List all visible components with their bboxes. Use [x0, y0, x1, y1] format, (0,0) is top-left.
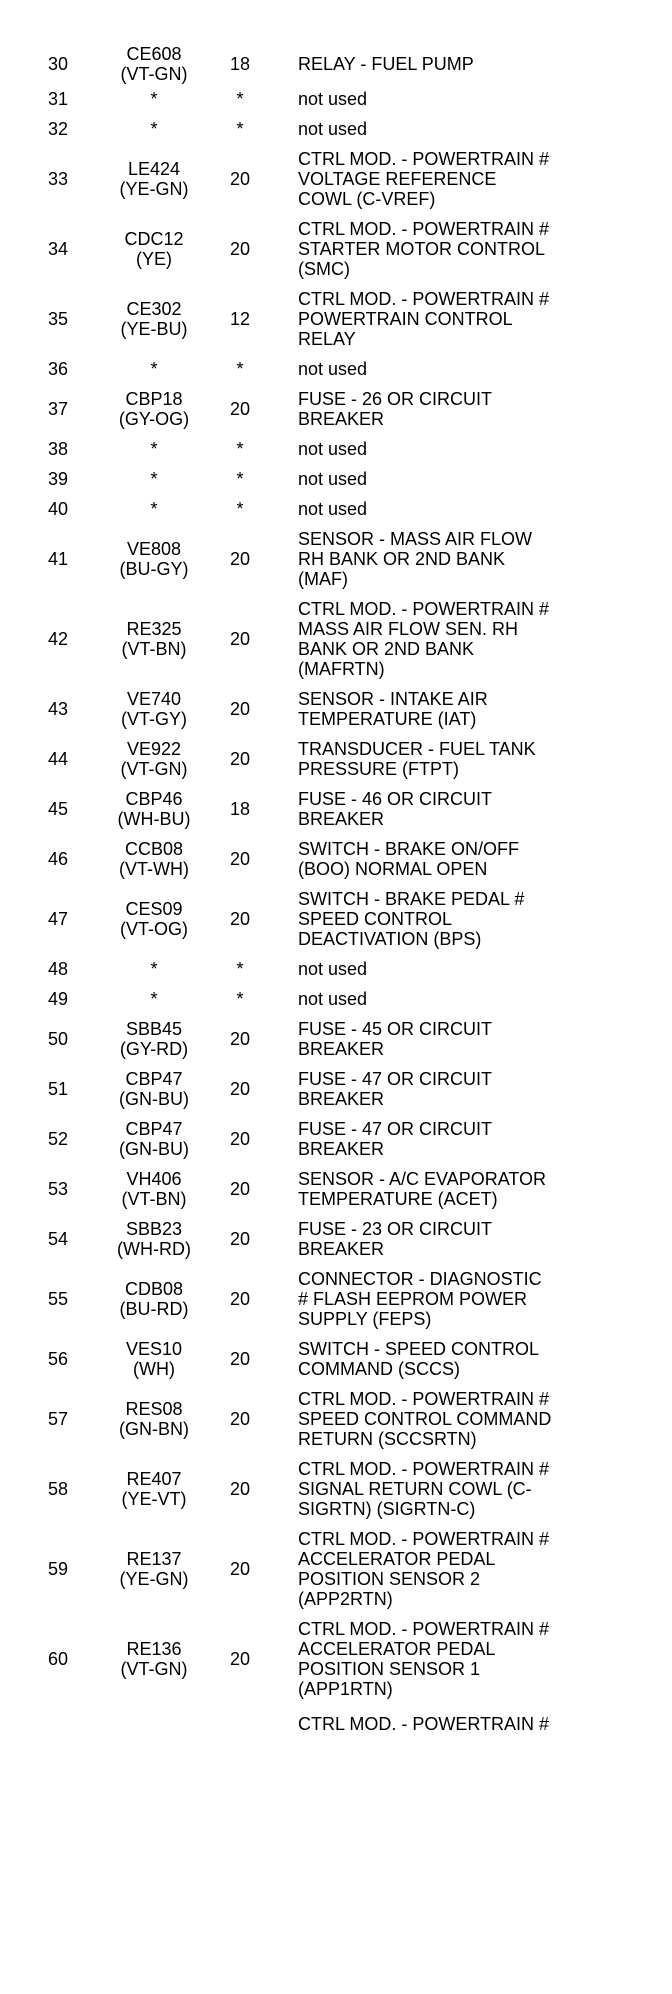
circuit-cell	[98, 1214, 210, 1264]
circuit-cell	[98, 464, 210, 494]
pin-number: 41	[48, 549, 69, 569]
continuation-row	[36, 1704, 636, 1739]
wire-gauge: 20	[229, 1029, 251, 1049]
circuit-function	[270, 1454, 636, 1524]
function-line: (APP2RTN)	[298, 1589, 393, 1609]
function-line: SWITCH - BRAKE PEDAL #	[298, 889, 525, 909]
circuit-id: RE137	[126, 1549, 182, 1569]
pin-number: 34	[48, 239, 69, 259]
pin-row	[36, 434, 636, 464]
circuit-function	[270, 494, 636, 524]
circuit-function	[270, 524, 636, 594]
function-line: FUSE - 47 OR CIRCUIT	[298, 1069, 493, 1089]
pin-number: 44	[48, 749, 69, 769]
circuit-function	[270, 214, 636, 284]
circuit-id: RES08	[125, 1399, 183, 1419]
function-line: DEACTIVATION (BPS)	[298, 929, 482, 949]
circuit-id: VE740	[126, 689, 182, 709]
circuit-function	[270, 1264, 636, 1334]
circuit-function	[270, 1064, 636, 1114]
function-line: CTRL MOD. - POWERTRAIN #	[298, 289, 550, 309]
wire-color: (VT-BN)	[121, 1189, 187, 1209]
circuit-cell	[98, 354, 210, 384]
wire-gauge: 20	[229, 1129, 251, 1149]
pin-row	[36, 684, 636, 734]
wire-gauge: 18	[229, 54, 251, 74]
function-line: RELAY	[298, 329, 356, 349]
function-line: (BOO) NORMAL OPEN	[298, 859, 488, 879]
circuit-function	[270, 1014, 636, 1064]
wire-color: (GY-OG)	[118, 409, 190, 429]
circuit-id: VE922	[126, 739, 182, 759]
wire-color: (VT-GY)	[121, 709, 187, 729]
pin-row	[36, 1214, 636, 1264]
wire-color: (WH-RD)	[117, 1239, 191, 1259]
pin-row	[36, 734, 636, 784]
circuit-id: CDC12	[124, 229, 184, 249]
pinout-table	[36, 44, 636, 1739]
function-line: # FLASH EEPROM POWER	[298, 1289, 528, 1309]
circuit-function	[270, 984, 636, 1014]
circuit-cell	[98, 594, 210, 684]
function-line: COMMAND (SCCS)	[298, 1359, 460, 1379]
function-line: TRANSDUCER - FUEL TANK	[298, 739, 536, 759]
pin-number: 31	[48, 89, 69, 109]
wire-gauge: 20	[229, 549, 251, 569]
circuit-function	[270, 1164, 636, 1214]
function-line: CTRL MOD. - POWERTRAIN #	[298, 219, 550, 239]
circuit-cell	[98, 1164, 210, 1214]
function-line: CTRL MOD. - POWERTRAIN #	[298, 1459, 550, 1479]
function-line: BREAKER	[298, 1089, 385, 1109]
function-line: SPEED CONTROL	[298, 909, 453, 929]
function-line: ACCELERATOR PEDAL	[298, 1549, 496, 1569]
circuit-function	[270, 734, 636, 784]
function-line: BANK OR 2ND BANK	[298, 639, 475, 659]
wire-gauge: 20	[229, 239, 251, 259]
function-line: CTRL MOD. - POWERTRAIN #	[298, 149, 550, 169]
pin-row	[36, 1164, 636, 1214]
circuit-cell	[98, 1454, 210, 1524]
circuit-id: *	[150, 439, 158, 459]
circuit-cell	[98, 44, 210, 84]
circuit-function	[270, 84, 636, 114]
circuit-id: CES09	[125, 899, 183, 919]
circuit-cell	[98, 884, 210, 954]
pin-number: 48	[48, 959, 69, 979]
circuit-id: CE608	[126, 44, 182, 64]
function-line: STARTER MOTOR CONTROL	[298, 239, 546, 259]
function-line: (MAF)	[298, 569, 348, 589]
circuit-cell	[98, 144, 210, 214]
function-line: SENSOR - MASS AIR FLOW	[298, 529, 533, 549]
pin-row	[36, 884, 636, 954]
function-line: not used	[298, 89, 368, 109]
circuit-cell	[98, 1524, 210, 1614]
pin-row	[36, 214, 636, 284]
pin-number: 57	[48, 1409, 69, 1429]
pin-row	[36, 384, 636, 434]
pin-row	[36, 144, 636, 214]
pin-number: 58	[48, 1479, 69, 1499]
circuit-id: *	[150, 119, 158, 139]
circuit-function	[270, 144, 636, 214]
circuit-id: RE407	[126, 1469, 182, 1489]
wire-gauge: 20	[229, 849, 251, 869]
circuit-cell	[98, 1064, 210, 1114]
pin-row	[36, 954, 636, 984]
circuit-cell	[98, 984, 210, 1014]
wire-color: (VT-BN)	[121, 639, 187, 659]
circuit-id: *	[150, 359, 158, 379]
circuit-id: CBP47	[125, 1069, 183, 1089]
wire-color: (VT-GN)	[120, 1659, 188, 1679]
wire-gauge: 20	[229, 169, 251, 189]
circuit-id: CE302	[126, 299, 182, 319]
empty-cell	[210, 1704, 270, 1739]
circuit-id: CBP46	[125, 789, 183, 809]
function-line: FUSE - 46 OR CIRCUIT	[298, 789, 493, 809]
wire-color: (YE-GN)	[119, 1569, 189, 1589]
wire-color: (YE-VT)	[121, 1489, 187, 1509]
function-line: CTRL MOD. - POWERTRAIN #	[298, 599, 550, 619]
wire-color: (VT-WH)	[119, 859, 189, 879]
function-line: not used	[298, 469, 368, 489]
wire-gauge: 20	[229, 749, 251, 769]
circuit-cell	[98, 434, 210, 464]
wire-gauge: 20	[229, 909, 251, 929]
function-line: not used	[298, 359, 368, 379]
function-line: TEMPERATURE (IAT)	[298, 709, 477, 729]
circuit-cell	[98, 1614, 210, 1704]
circuit-cell	[98, 114, 210, 144]
circuit-function	[270, 684, 636, 734]
function-line: SENSOR - A/C EVAPORATOR	[298, 1169, 547, 1189]
circuit-function	[270, 1214, 636, 1264]
function-line: BREAKER	[298, 1139, 385, 1159]
pin-row	[36, 1614, 636, 1704]
circuit-cell	[98, 1384, 210, 1454]
circuit-id: SBB45	[125, 1019, 183, 1039]
wire-gauge: *	[236, 119, 244, 139]
circuit-function	[270, 1614, 636, 1704]
circuit-function	[270, 1114, 636, 1164]
empty-cell	[36, 1704, 98, 1739]
wire-gauge: 12	[229, 309, 251, 329]
circuit-function	[270, 784, 636, 834]
circuit-function	[270, 354, 636, 384]
pin-number: 39	[48, 469, 69, 489]
wire-gauge: *	[236, 989, 244, 1009]
circuit-id: VES10	[125, 1339, 183, 1359]
function-line: FUSE - 26 OR CIRCUIT	[298, 389, 493, 409]
function-line: BREAKER	[298, 809, 385, 829]
pin-number: 56	[48, 1349, 69, 1369]
function-line: (APP1RTN)	[298, 1679, 393, 1699]
pin-row	[36, 984, 636, 1014]
pin-number: 42	[48, 629, 69, 649]
function-line: SIGNAL RETURN COWL (C-	[298, 1479, 532, 1499]
wire-gauge: *	[236, 89, 244, 109]
continuation-function: CTRL MOD. - POWERTRAIN #	[298, 1714, 550, 1734]
circuit-function	[270, 384, 636, 434]
wire-gauge: 20	[229, 1229, 251, 1249]
function-line: COWL (C-VREF)	[298, 189, 436, 209]
function-line: RH BANK OR 2ND BANK	[298, 549, 506, 569]
wire-color: (WH)	[133, 1359, 175, 1379]
pin-row	[36, 1114, 636, 1164]
circuit-function	[270, 284, 636, 354]
wire-gauge: *	[236, 359, 244, 379]
pin-number: 32	[48, 119, 69, 139]
circuit-function	[270, 954, 636, 984]
pin-number: 49	[48, 989, 69, 1009]
function-line: not used	[298, 439, 368, 459]
pin-row	[36, 284, 636, 354]
pin-row	[36, 84, 636, 114]
function-line: not used	[298, 119, 368, 139]
function-line: VOLTAGE REFERENCE	[298, 169, 497, 189]
pin-number: 53	[48, 1179, 69, 1199]
circuit-cell	[98, 834, 210, 884]
function-line: POWERTRAIN CONTROL	[298, 309, 513, 329]
function-line: not used	[298, 959, 368, 979]
wire-gauge: *	[236, 959, 244, 979]
circuit-function	[270, 1384, 636, 1454]
function-line: SUPPLY (FEPS)	[298, 1309, 432, 1329]
pin-number: 40	[48, 499, 69, 519]
wire-gauge: 20	[229, 699, 251, 719]
wire-gauge: 20	[229, 1349, 251, 1369]
function-line: not used	[298, 989, 368, 1009]
circuit-cell	[98, 284, 210, 354]
wire-color: (YE)	[136, 249, 172, 269]
pinout-table-body	[36, 44, 636, 1739]
circuit-function	[270, 434, 636, 464]
function-line: PRESSURE (FTPT)	[298, 759, 460, 779]
function-line: MASS AIR FLOW SEN. RH	[298, 619, 519, 639]
pin-number: 47	[48, 909, 69, 929]
circuit-cell	[98, 954, 210, 984]
function-line: SWITCH - BRAKE ON/OFF	[298, 839, 520, 859]
pin-number: 50	[48, 1029, 69, 1049]
pin-row	[36, 354, 636, 384]
function-line: SENSOR - INTAKE AIR	[298, 689, 488, 709]
circuit-id: CCB08	[124, 839, 184, 859]
circuit-cell	[98, 1264, 210, 1334]
function-line: FUSE - 47 OR CIRCUIT	[298, 1119, 493, 1139]
pin-number: 60	[48, 1649, 69, 1669]
pin-row	[36, 464, 636, 494]
circuit-id: SBB23	[125, 1219, 183, 1239]
circuit-cell	[98, 384, 210, 434]
wire-color: (YE-GN)	[119, 179, 189, 199]
circuit-id: CDB08	[124, 1279, 184, 1299]
circuit-cell	[98, 684, 210, 734]
wire-color: (GY-RD)	[119, 1039, 189, 1059]
wire-gauge: 20	[229, 1289, 251, 1309]
function-line: BREAKER	[298, 1039, 385, 1059]
circuit-function	[270, 834, 636, 884]
wire-color: (WH-BU)	[117, 809, 191, 829]
pin-number: 33	[48, 169, 69, 189]
function-line: RETURN (SCCSRTN)	[298, 1429, 477, 1449]
wire-gauge: *	[236, 469, 244, 489]
pin-row	[36, 44, 636, 84]
function-line: CTRL MOD. - POWERTRAIN #	[298, 1389, 550, 1409]
wire-color: (GN-BN)	[119, 1419, 189, 1439]
wire-gauge: 20	[229, 629, 251, 649]
function-line: BREAKER	[298, 1239, 385, 1259]
circuit-id: VH406	[126, 1169, 182, 1189]
pin-number: 46	[48, 849, 69, 869]
pin-number: 30	[48, 54, 69, 74]
pin-row	[36, 1524, 636, 1614]
empty-cell	[98, 1704, 210, 1739]
pin-row	[36, 1064, 636, 1114]
circuit-function	[270, 44, 636, 84]
wire-color: (VT-GN)	[120, 759, 188, 779]
circuit-function	[270, 464, 636, 494]
circuit-id: RE325	[126, 619, 182, 639]
function-line: ACCELERATOR PEDAL	[298, 1639, 496, 1659]
function-line: SIGRTN) (SIGRTN-C)	[298, 1499, 476, 1519]
circuit-cell	[98, 524, 210, 594]
circuit-cell	[98, 84, 210, 114]
circuit-id: *	[150, 499, 158, 519]
wire-gauge: 20	[229, 1649, 251, 1669]
circuit-cell	[98, 1114, 210, 1164]
circuit-id: *	[150, 89, 158, 109]
function-line: CTRL MOD. - POWERTRAIN #	[298, 1619, 550, 1639]
pin-row	[36, 1384, 636, 1454]
circuit-id: *	[150, 959, 158, 979]
circuit-id: *	[150, 989, 158, 1009]
wire-color: (BU-GY)	[119, 559, 189, 579]
wire-color: (GN-BU)	[119, 1089, 189, 1109]
function-line: not used	[298, 499, 368, 519]
pin-number: 38	[48, 439, 69, 459]
circuit-id: VE808	[126, 539, 182, 559]
function-line: SWITCH - SPEED CONTROL	[298, 1339, 540, 1359]
function-line: TEMPERATURE (ACET)	[298, 1189, 498, 1209]
circuit-function	[270, 1334, 636, 1384]
wire-color: (VT-OG)	[120, 919, 188, 939]
circuit-cell	[98, 734, 210, 784]
wire-color: (YE-BU)	[120, 319, 188, 339]
wire-color: (BU-RD)	[119, 1299, 189, 1319]
wire-gauge: 20	[229, 1179, 251, 1199]
pin-number: 45	[48, 799, 69, 819]
wire-gauge: 20	[229, 1409, 251, 1429]
circuit-cell	[98, 1014, 210, 1064]
circuit-id: CBP47	[125, 1119, 183, 1139]
pin-number: 52	[48, 1129, 69, 1149]
wire-gauge: 20	[229, 1079, 251, 1099]
function-line: FUSE - 23 OR CIRCUIT	[298, 1219, 493, 1239]
circuit-cell	[98, 784, 210, 834]
wire-gauge: 20	[229, 1559, 251, 1579]
pin-number: 37	[48, 399, 69, 419]
function-line: RELAY - FUEL PUMP	[298, 54, 474, 74]
pin-number: 59	[48, 1559, 69, 1579]
function-line: POSITION SENSOR 1	[298, 1659, 481, 1679]
pin-row	[36, 524, 636, 594]
pin-number: 36	[48, 359, 69, 379]
wire-gauge: *	[236, 499, 244, 519]
circuit-cell	[98, 1334, 210, 1384]
pin-row	[36, 114, 636, 144]
wire-gauge: 18	[229, 799, 251, 819]
pin-row	[36, 784, 636, 834]
function-line: FUSE - 45 OR CIRCUIT	[298, 1019, 493, 1039]
pin-row	[36, 494, 636, 524]
wire-gauge: 20	[229, 1479, 251, 1499]
pin-row	[36, 1454, 636, 1524]
function-line: CONNECTOR - DIAGNOSTIC	[298, 1269, 542, 1289]
wire-color: (GN-BU)	[119, 1139, 189, 1159]
circuit-id: LE424	[127, 159, 181, 179]
circuit-cell	[98, 494, 210, 524]
function-line: (SMC)	[298, 259, 350, 279]
function-line: CTRL MOD. - POWERTRAIN #	[298, 1529, 550, 1549]
wire-gauge: *	[236, 439, 244, 459]
function-line: (MAFRTN)	[298, 659, 385, 679]
function-line: BREAKER	[298, 409, 385, 429]
circuit-id: RE136	[126, 1639, 182, 1659]
pin-row	[36, 594, 636, 684]
wire-gauge: 20	[229, 399, 251, 419]
pin-number: 55	[48, 1289, 69, 1309]
pin-number: 35	[48, 309, 69, 329]
pin-row	[36, 834, 636, 884]
circuit-function	[270, 594, 636, 684]
circuit-function	[270, 114, 636, 144]
circuit-cell	[98, 214, 210, 284]
pin-row	[36, 1014, 636, 1064]
pin-row	[36, 1264, 636, 1334]
circuit-id: *	[150, 469, 158, 489]
wire-color: (VT-GN)	[120, 64, 188, 84]
circuit-function	[270, 1524, 636, 1614]
circuit-id: CBP18	[125, 389, 183, 409]
circuit-function	[270, 884, 636, 954]
pin-row	[36, 1334, 636, 1384]
pin-number: 51	[48, 1079, 69, 1099]
function-line: SPEED CONTROL COMMAND	[298, 1409, 552, 1429]
function-line: POSITION SENSOR 2	[298, 1569, 481, 1589]
pin-number: 43	[48, 699, 69, 719]
pin-number: 54	[48, 1229, 69, 1249]
